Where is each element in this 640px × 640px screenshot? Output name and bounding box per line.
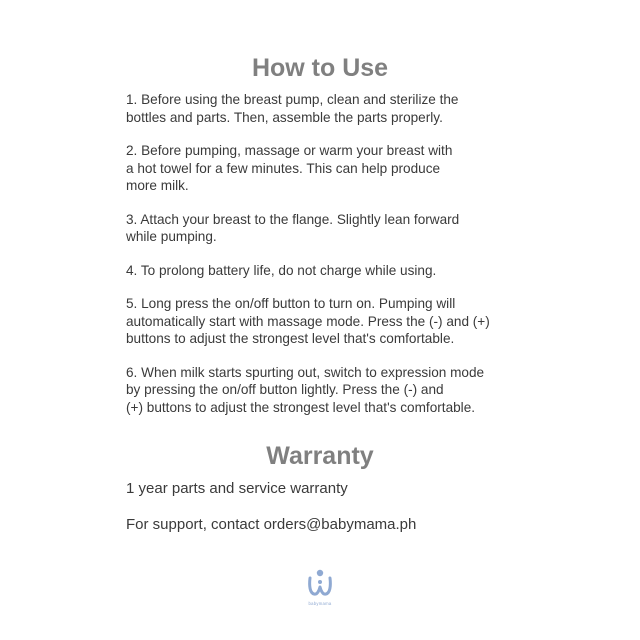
step-item <box>126 295 626 348</box>
step-item <box>126 262 626 280</box>
step-line: 6. When milk starts spurting out, switch to expression mode <box>126 364 485 380</box>
step-line: 5. Long press the on/off button to turn on. Pumping will <box>126 296 456 311</box>
warranty-title: Warranty <box>266 442 374 470</box>
support-contact-text: For support, contact orders@babymama.ph <box>126 516 417 533</box>
step-item <box>126 211 626 246</box>
step-line: 4. To prolong battery life, do not charge while using. <box>126 262 437 278</box>
step-line: 3. Attach your breast to the flange. Slightly lean forward <box>126 211 460 227</box>
step-line: buttons to adjust the strongest level that's comfortable. <box>126 331 455 346</box>
logo-wordmark: babymama <box>308 601 332 606</box>
how-to-use-title: How to Use <box>251 54 389 82</box>
babymama-logo-icon <box>296 566 344 608</box>
warranty-text: 1 year parts and service warranty <box>126 480 348 497</box>
step-item <box>126 364 626 417</box>
step-line: a hot towel for a few minutes. This can help produce <box>126 160 441 176</box>
step-line: 1. Before using the breast pump, clean and sterilize the <box>126 92 459 107</box>
step-line: more milk. <box>126 178 189 193</box>
step-line: bottles and parts. Then, assemble the parts properly. <box>126 109 443 125</box>
step-item <box>126 91 626 126</box>
steps-list <box>126 91 626 432</box>
step-line: (+) buttons to adjust the strongest level that's comfortable. <box>126 399 476 415</box>
step-line: while pumping. <box>126 229 217 244</box>
step-line: 2. Before pumping, massage or warm your breast with <box>126 143 453 158</box>
step-line: by pressing the on/off button lightly. Press the (-) and <box>126 382 444 397</box>
step-line: automatically start with massage mode. Press the (-) and (+) <box>126 313 490 329</box>
step-item <box>126 142 626 195</box>
